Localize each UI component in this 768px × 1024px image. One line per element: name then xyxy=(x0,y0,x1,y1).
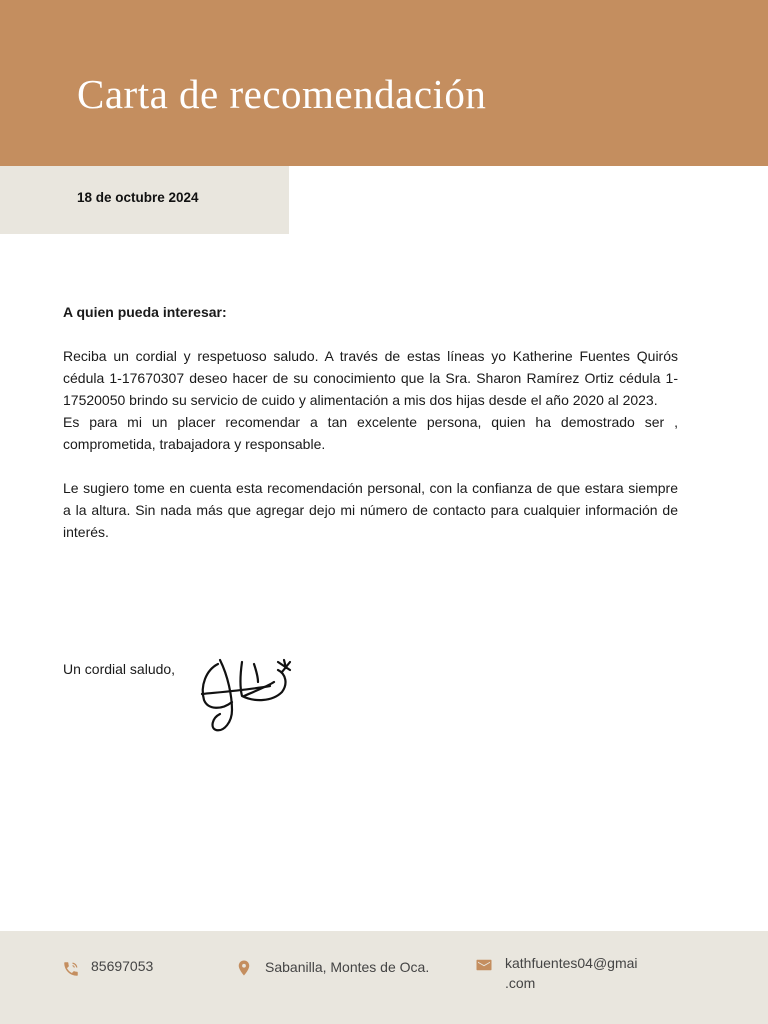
signature-image xyxy=(198,656,294,736)
page-title: Carta de recomendación xyxy=(77,71,487,117)
letter-paragraph-1: Reciba un cordial y respetuoso saludo. A través de estas líneas yo Katherine Fuentes Quirós cédula 1-17670307 deseo hacer de su conocimiento que la Sra. Sharon Ramírez Ortiz cédula 1-17520050 brindo su servicio de cuido y alimentación a mis dos hijas desde el año 2020 al 2023. xyxy=(63,348,678,408)
mail-icon xyxy=(475,956,493,974)
letter-paragraph-3: Le sugiero tome en cuenta esta recomendación personal, con la confianza de que estara siempre a la altura. Sin nada más que agregar dejo mi número de contacto para cualquier información de interés. xyxy=(63,480,678,540)
header-banner xyxy=(0,0,768,166)
date-panel xyxy=(0,166,289,234)
letter-salutation: A quien pueda interesar: xyxy=(63,304,227,320)
email-address xyxy=(505,953,638,993)
email-line-2: .com xyxy=(505,975,536,991)
letter-closing: Un cordial saludo, xyxy=(63,661,176,677)
phone-icon xyxy=(62,960,80,978)
letter-body xyxy=(63,301,678,543)
phone-number: 85697053 xyxy=(91,958,154,974)
location-pin-icon xyxy=(235,959,253,977)
letter-paragraph-2: Es para mi un placer recomendar a tan excelente persona, quien ha demostrado ser , comprometida, trabajadora y responsable. xyxy=(63,414,678,452)
footer-contact-bar xyxy=(0,931,768,1024)
letter-date: 18 de octubre 2024 xyxy=(77,190,199,205)
address-text: Sabanilla, Montes de Oca. xyxy=(265,959,430,975)
paragraph-spacer xyxy=(63,455,678,477)
email-line-1: kathfuentes04@gmai xyxy=(505,955,638,971)
